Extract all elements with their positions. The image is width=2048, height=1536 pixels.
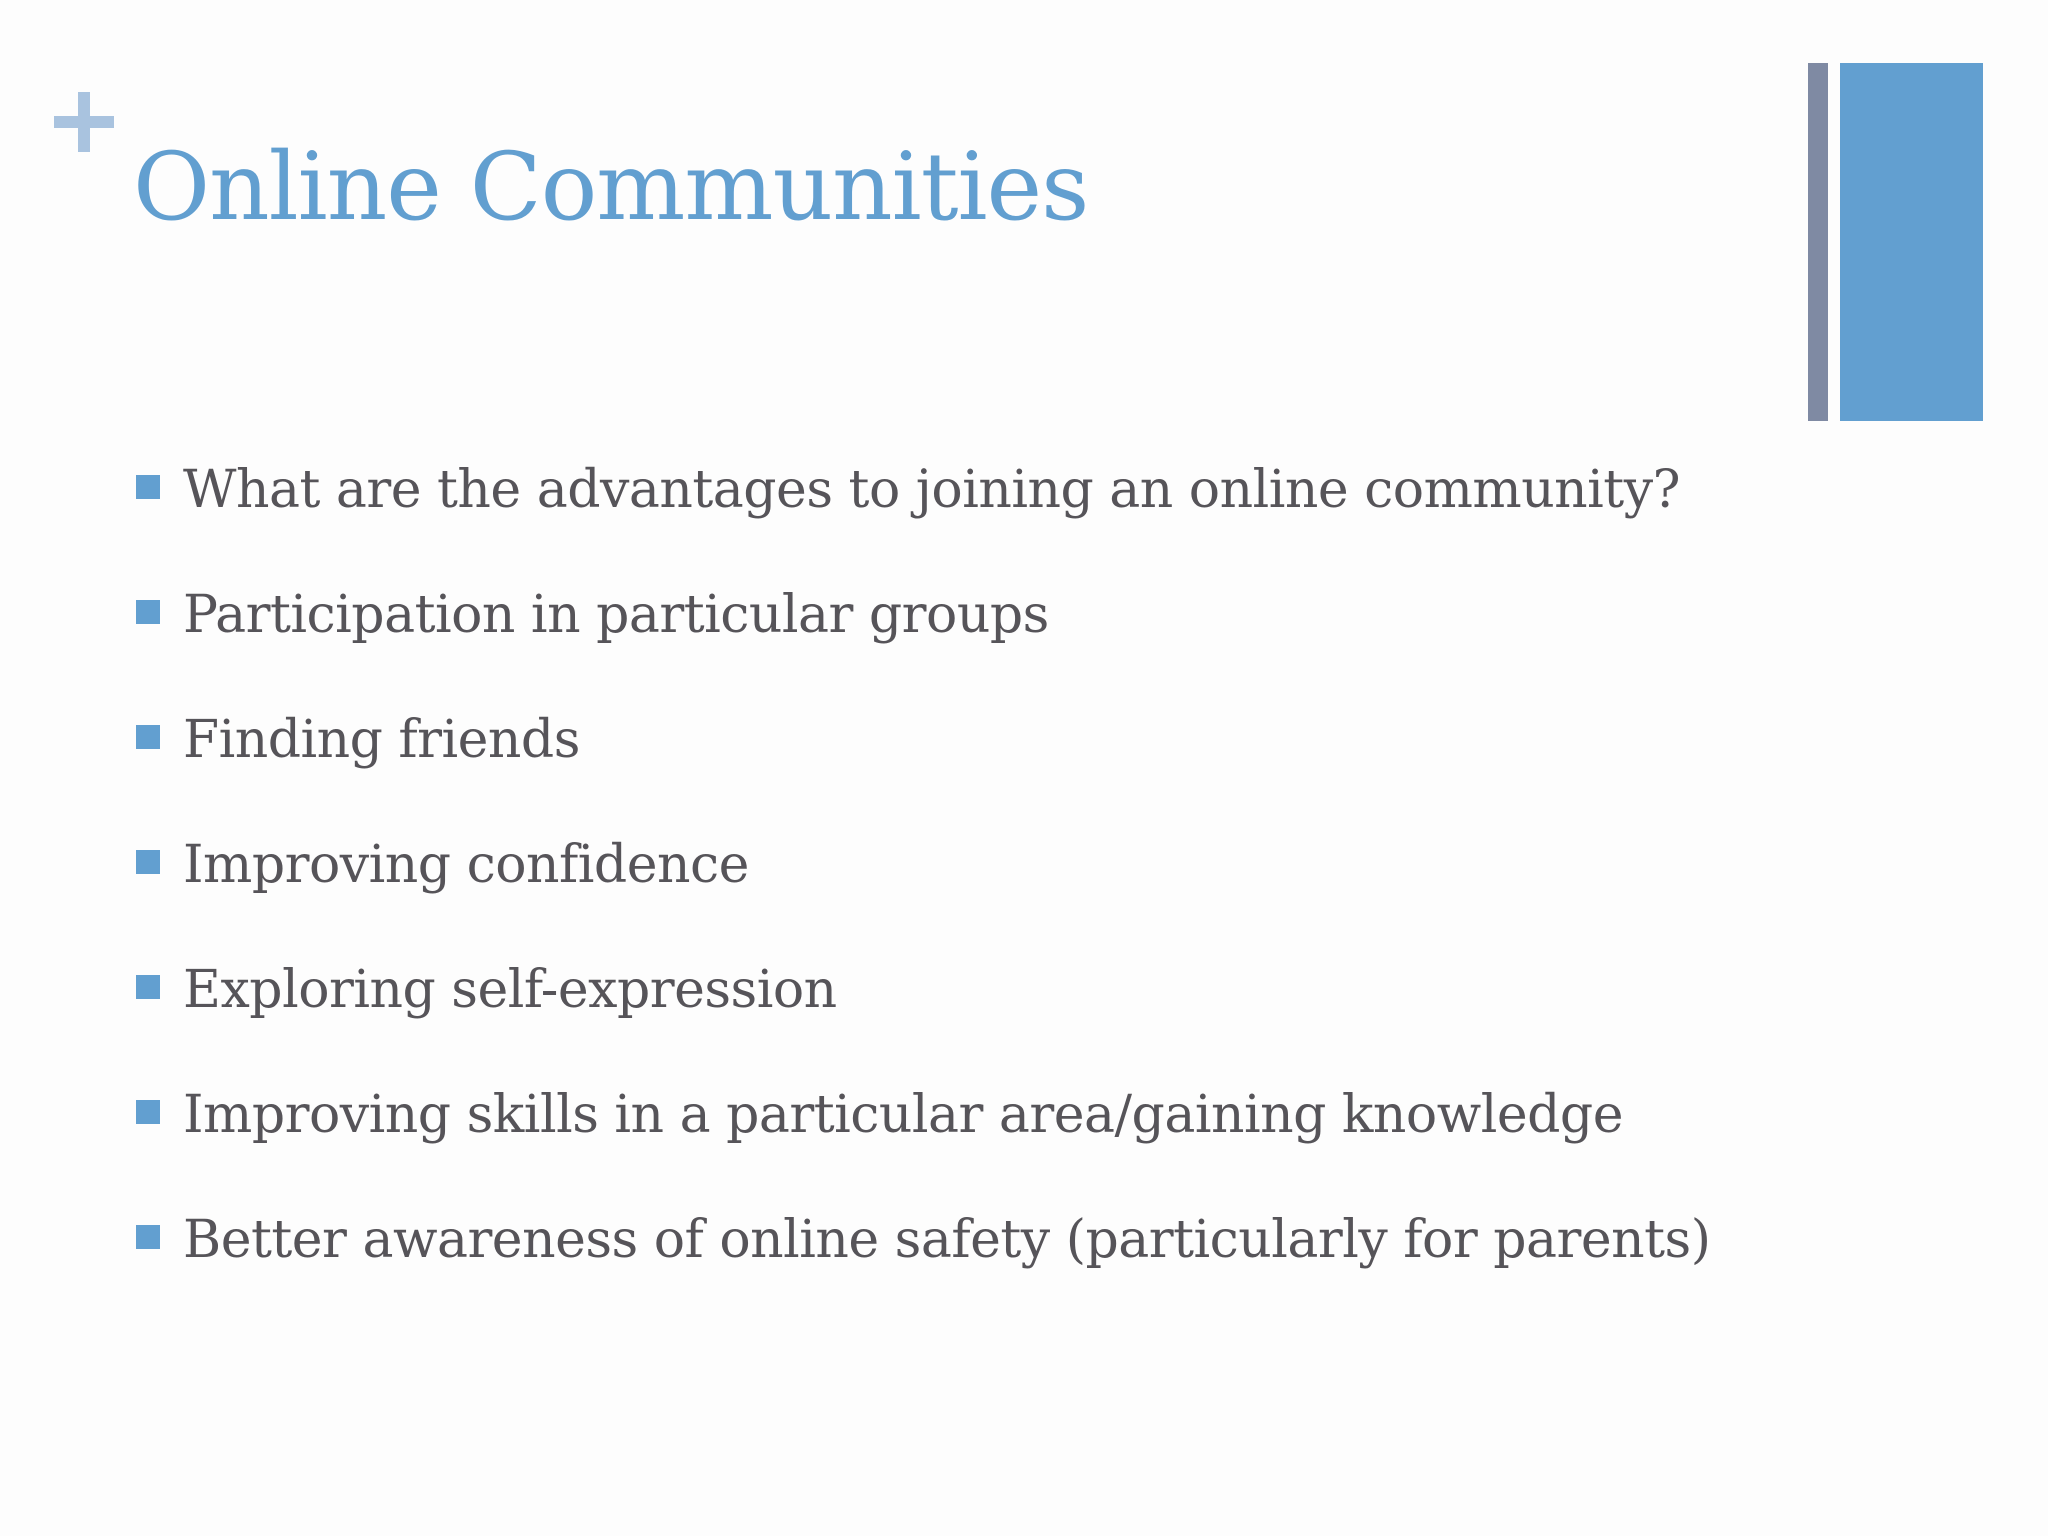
bullet-square-icon bbox=[136, 600, 160, 624]
bullet-text: What are the advantages to joining an online community? bbox=[183, 460, 1680, 520]
bullet-square-icon bbox=[136, 1225, 160, 1249]
bullet-square-icon bbox=[136, 475, 160, 499]
bullet-text: Participation in particular groups bbox=[183, 585, 1049, 645]
bullet-text: Finding friends bbox=[183, 710, 580, 770]
slide-title: Online Communities bbox=[133, 133, 1089, 242]
bullet-square-icon bbox=[136, 975, 160, 999]
bullet-square-icon bbox=[136, 725, 160, 749]
bullet-text: Improving confidence bbox=[183, 835, 749, 895]
decorative-thin-bar bbox=[1808, 63, 1828, 421]
bullet-square-icon bbox=[136, 1100, 160, 1124]
plus-vertical-stroke bbox=[78, 92, 90, 152]
bullet-square-icon bbox=[136, 850, 160, 874]
decorative-wide-bar bbox=[1840, 63, 1983, 421]
plus-icon bbox=[54, 92, 114, 152]
bullet-text: Improving skills in a particular area/gaining knowledge bbox=[183, 1085, 1623, 1145]
bullet-text: Better awareness of online safety (particularly for parents) bbox=[183, 1210, 1711, 1270]
bullet-text: Exploring self-expression bbox=[183, 960, 837, 1020]
